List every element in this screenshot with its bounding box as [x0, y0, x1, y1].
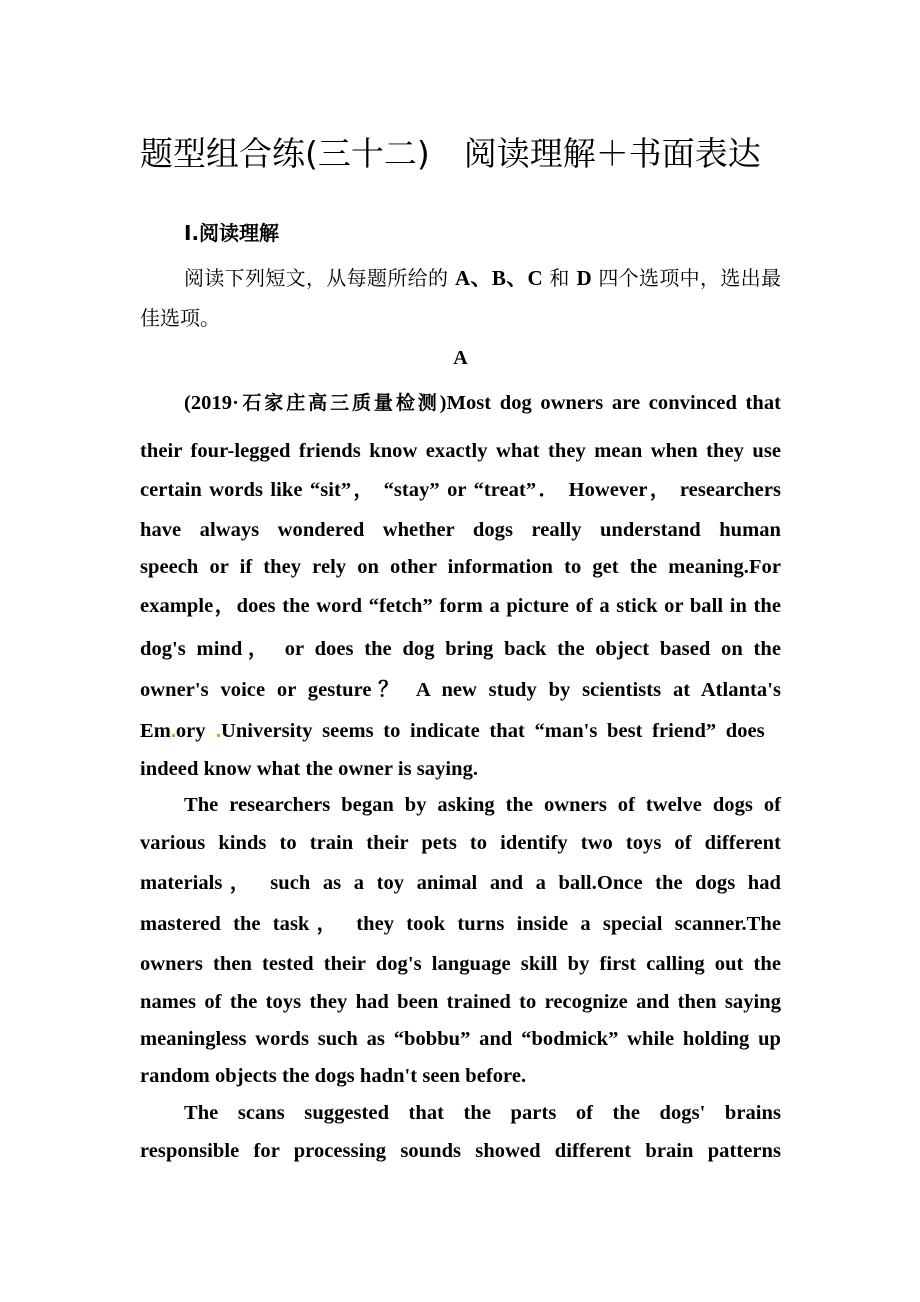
passage-text: Most dog owners are convinced that [446, 392, 781, 414]
page-title [140, 132, 800, 176]
passage-line: The researchers began by asking the owners of twelve dogs of [184, 794, 781, 816]
source-open: (2019· [184, 392, 239, 414]
title-part-2: 阅读理解＋书面表达 [463, 134, 761, 173]
passage-line: their four-legged friends know exactly what they mean when they use [140, 440, 781, 462]
instructions-text: 四个选项中，选出最佳选项。 [140, 266, 782, 330]
passage-line: certain words like “sit”， “stay” or “treat”． However， researchers [140, 479, 781, 501]
passage-line: random objects the dogs hadn't seen before. [140, 1065, 527, 1087]
source-label: 石家庄高三质量检测 [238, 392, 440, 414]
passage-line: various kinds to train their pets to identify two toys of different [140, 832, 781, 854]
passage-line: responsible for processing sounds showed different brain patterns [140, 1140, 781, 1162]
instructions-text: 阅读下列短文，从每题所给的 [184, 266, 456, 290]
passage-label: A [453, 347, 468, 369]
passage-line: owners then tested their dog's language skill by first calling out the [140, 953, 781, 975]
passage-text: Em [140, 720, 171, 742]
passage-line: mastered the task， they took turns inside a special scanner.The [140, 913, 781, 935]
passage-text: University seems to indicate that “man's best friend” does [220, 720, 765, 742]
passage-line [184, 389, 781, 417]
passage-line: dog's mind， or does the dog bring back the object based on the [140, 638, 781, 660]
source-close: ) [439, 392, 447, 414]
passage-line: meaningless words such as “bobbu” and “bodmick” while holding up [140, 1028, 781, 1050]
passage-line [140, 717, 781, 745]
passage-line: have always wondered whether dogs really understand human [140, 519, 781, 541]
title-part-1: 题型组合练(三十二) [140, 134, 430, 173]
passage-line: example，does the word “fetch” form a picture of a stick or ball in the [140, 595, 781, 617]
passage-line: The scans suggested that the parts of the dogs' brains [184, 1102, 781, 1124]
passage-line: names of the toys they had been trained to recognize and then saying [140, 991, 781, 1013]
option-letters: A、B、C [455, 266, 543, 290]
passage-text: ory [175, 720, 206, 742]
annotation-mark-icon [172, 734, 175, 737]
passage-line: owner's voice or gesture？ A new study by scientists at Atlanta's [140, 679, 781, 701]
passage-line: speech or if they rely on other information to get the meaning.For [140, 556, 781, 578]
option-letter-d: D [576, 266, 592, 290]
instructions-text: 和 [542, 266, 577, 290]
passage-line: indeed know what the owner is saying. [140, 758, 479, 780]
instructions [140, 258, 781, 338]
section-heading: Ⅰ.阅读理解 [184, 221, 280, 245]
annotation-mark-icon [217, 734, 220, 737]
passage-line: materials， such as a toy animal and a ball.Once the dogs had [140, 872, 781, 894]
